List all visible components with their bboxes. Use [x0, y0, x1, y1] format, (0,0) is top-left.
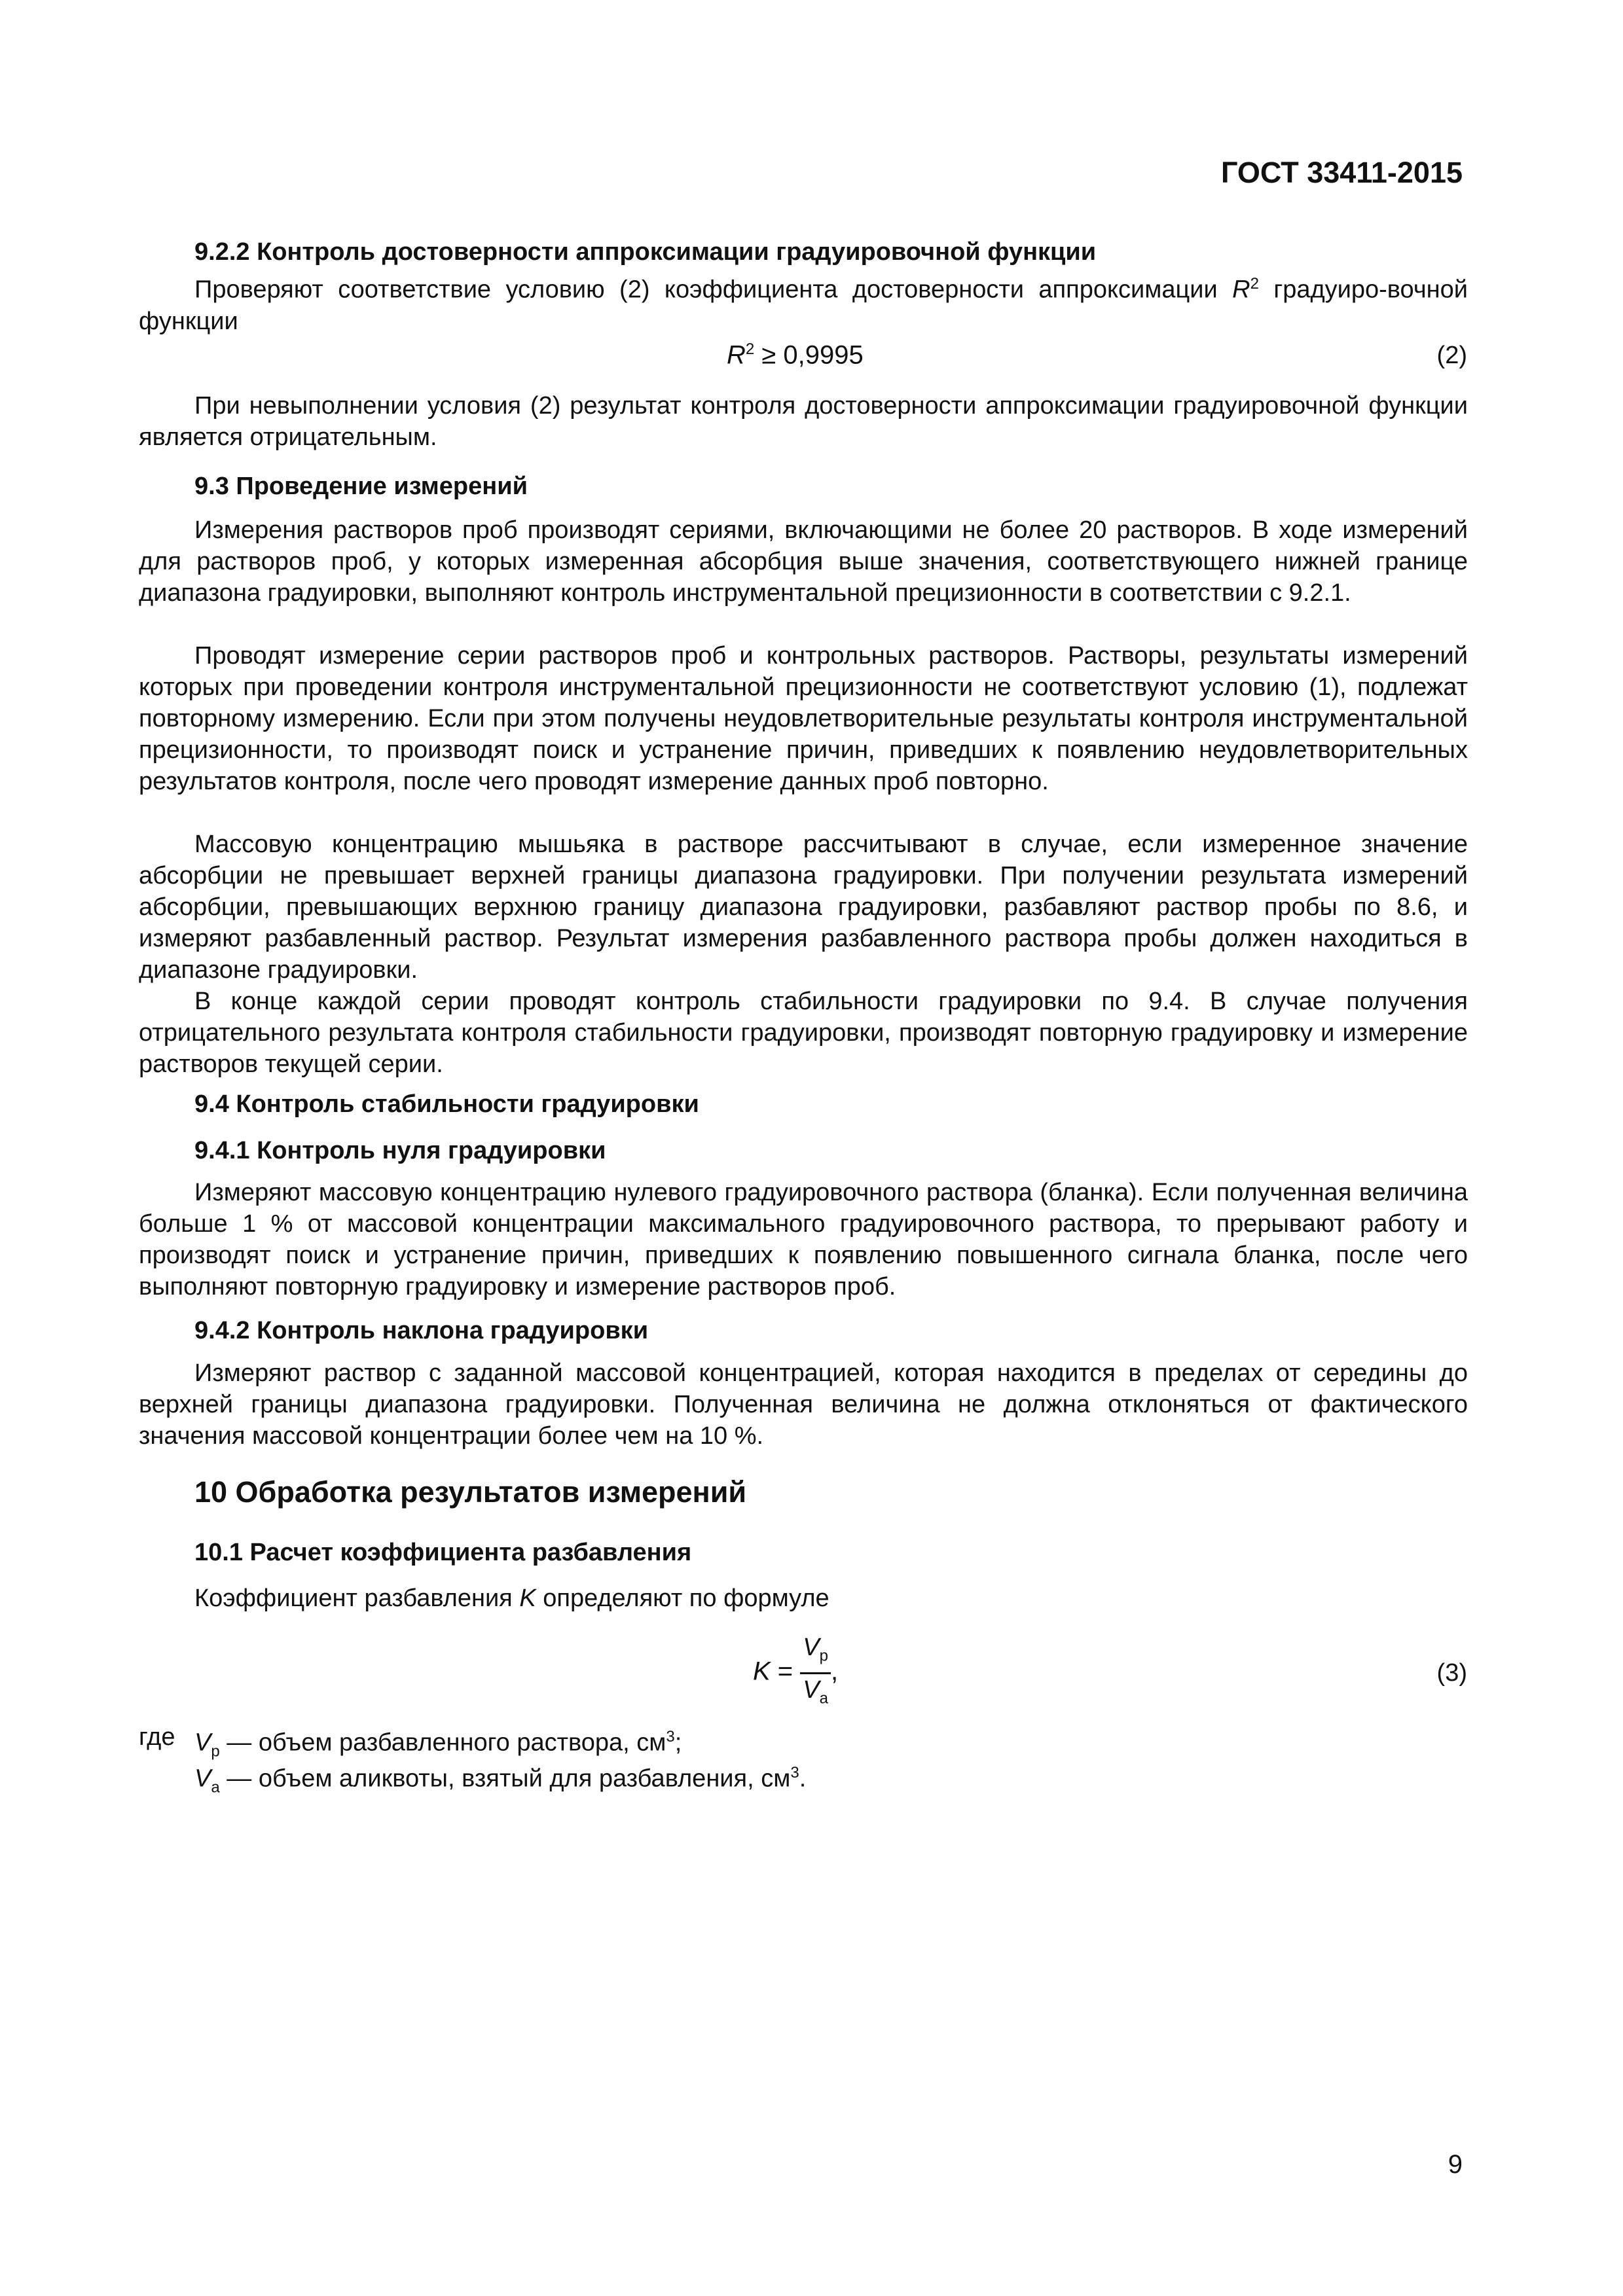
paragraph-9-4-2: Измеряют раствор с заданной массовой концентрацией, которая находится в пределах от середины до верхней границы диапазона градуировки. Полученная величина не должна отклоняться от фактического значения массовой концентрации более чем на 10 %.	[139, 1359, 1468, 1450]
equation-number-3: (3)	[1436, 1659, 1467, 1687]
heading-9-2-2: 9.2.2 Контроль достоверности аппроксимации градуировочной функции	[194, 238, 1097, 266]
heading-9-4-2: 9.4.2 Контроль наклона градуировки	[194, 1317, 649, 1344]
formula-3: K = $\frac{V_p}{V_a}$ ,	[753, 1633, 838, 1713]
formula-intro: Коэффициент разбавления K определяют по формуле	[194, 1585, 830, 1612]
paragraph-9-2-2-condition: Проверяют соответствие условию (2) коэффициента достоверности аппроксимации $R^2$ градуиро-вочной функции	[139, 275, 1468, 335]
standard-designation: ГОСТ 33411-2015	[1220, 156, 1463, 189]
heading-10: 10 Обработка результатов измерений	[194, 1475, 747, 1509]
where-label: где	[139, 1723, 175, 1751]
paragraph-9-3-4: В конце каждой серии проводят контроль стабильности градуировки по 9.4. В случае получения отрицательного результата контроля стабильности градуировки, производят повторную градуировку и измерение растворов текущей серии.	[139, 988, 1468, 1078]
paragraph-9-3-2: Проводят измерение серии растворов проб и контрольных растворов. Растворы, результаты измерений которых при проведении контроля инструментальной прецизионности не соответствуют условию (1), подлежат повторному измерению. Если при этом получены неудовлетворительные результаты контроля инструментальной прецизионности, то производят поиск и устранение причин, приведших к появлению неудовлетворительных результатов контроля, после чего проводят измерение данных проб повторно.	[139, 642, 1468, 795]
dilution-fraction: $\frac{V_p}{V_a}$	[800, 1633, 831, 1713]
where-item-va: $V_a$ — объем аликвоты, взятый для разбавления, $см^3$.	[194, 1764, 807, 1797]
heading-9-3: 9.3 Проведение измерений	[194, 473, 528, 500]
heading-9-4: 9.4 Контроль стабильности градуировки	[194, 1090, 699, 1118]
formula-2: $R^2 \ge 0,9995$	[727, 340, 864, 370]
heading-10-1: 10.1 Расчет коэффициента разбавления	[194, 1539, 692, 1566]
paragraph-9-3-3: Массовую концентрацию мышьяка в растворе рассчитывают в случае, если измеренное значение абсорбции не превышает верхней границы диапазона градуировки. При получении результата измерений абсорбции, превышающих верхнюю границу диапазона градуировки, разбавляют раствор пробы по 8.6, и измеряют разбавленный раствор. Результат измерения разбавленного раствора пробы должен находиться в диапазоне градуировки.	[139, 831, 1468, 984]
equation-number-2: (2)	[1436, 342, 1467, 369]
where-item-vp: $V_p$ — объем разбавленного раствора, $см^3$;	[194, 1728, 682, 1761]
paragraph-9-4-1: Измеряют массовую концентрацию нулевого градуировочного раствора (бланка). Если полученная величина больше 1 % от массовой концентрации максимального градуировочного раствора, то прерывают работу и производят поиск и устранение причин, приведших к появлению повышенного сигнала бланка, после чего выполняют повторную градуировку и измерение растворов проб.	[139, 1179, 1468, 1300]
paragraph-9-3-1: Измерения растворов проб производят сериями, включающими не более 20 растворов. В ходе измерений для растворов проб, у которых измеренная абсорбция выше значения, соответствующего нижней границе диапазона градуировки, выполняют контроль инструментальной прецизионности в соответствии с 9.2.1.	[139, 516, 1468, 607]
page-number: 9	[1448, 2150, 1463, 2179]
heading-9-4-1: 9.4.1 Контроль нуля градуировки	[194, 1137, 606, 1164]
paragraph-9-2-2-result: При невыполнении условия (2) результат контроля достоверности аппроксимации градуировочной функции является отрицательным.	[139, 392, 1468, 451]
